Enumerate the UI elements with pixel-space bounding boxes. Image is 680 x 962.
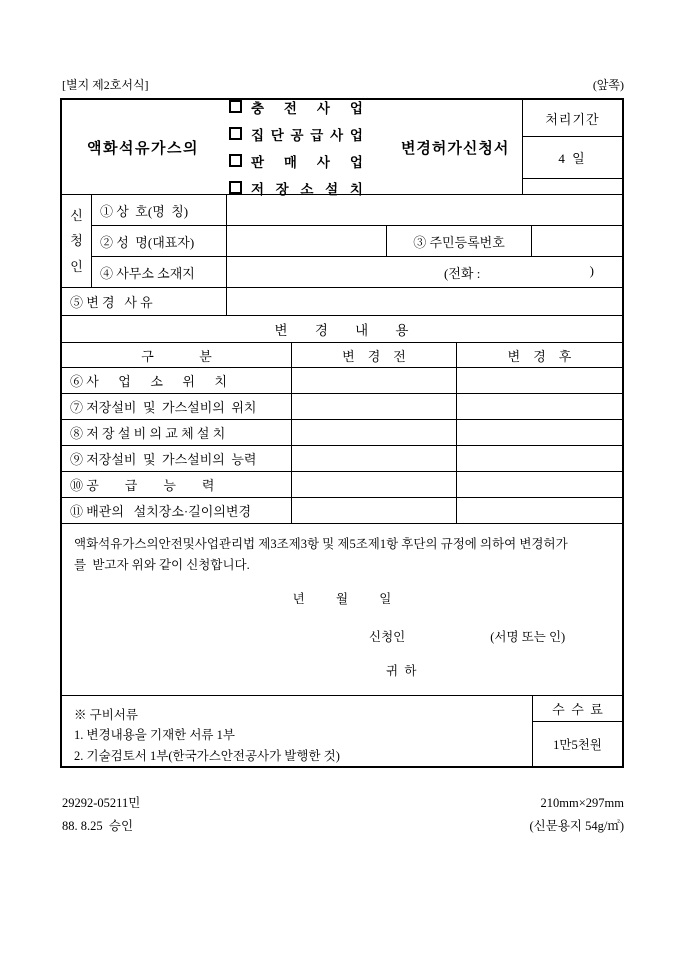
sales-business-label: 판 매 사 업 [250, 154, 363, 170]
footer-right [530, 792, 624, 837]
representative-row [92, 225, 622, 256]
change-row-business-location [62, 368, 622, 394]
change-row-facility-location [62, 394, 622, 420]
applicant-section-label-cell [62, 195, 92, 287]
lpg-change-permit-form [60, 98, 624, 768]
form-title-prefix: 액화석유가스의 [87, 140, 199, 157]
before-field[interactable] [292, 498, 457, 523]
trade-name-label: ① 상 호(명 칭) [92, 195, 227, 225]
declaration-line-1: 액화석유가스의안전및사업관리법 제3조제3항 및 제5조제1항 후단의 규정에 의하여 변경허가 [74, 537, 568, 551]
approval-date: 88. 8.25 승인 [62, 818, 134, 833]
change-reason-label: ⑤ 변 경 사 유 [62, 288, 227, 315]
checkbox-item-sales[interactable] [229, 151, 363, 171]
change-reason-row [62, 288, 622, 316]
form-code: 29292-05211민 [62, 796, 141, 810]
column-header-category: 구 분 [62, 343, 292, 367]
column-header-after: 변 경 후 [507, 348, 572, 364]
signature-note: (서명 또는 인) [490, 630, 566, 645]
document-item: 1. 변경내용을 기재한 서류 1부 [74, 728, 235, 743]
declaration-line-2: 를 받고자 위와 같이 신청합니다. [74, 557, 250, 572]
change-details-header-row [62, 343, 622, 368]
charging-business-checkbox-icon[interactable] [229, 100, 242, 113]
paper-size: 210mm×297mm [540, 796, 624, 810]
category-label: ⑦ 저장설비 및 가스설비의 위치 [62, 394, 292, 419]
processing-period-label: 처리기간 [523, 100, 622, 137]
footer-left [62, 792, 140, 837]
paper-spec: (신문용지 54g/㎡) [529, 818, 624, 833]
storage-install-label: 저 장 소 설 치 [250, 181, 363, 197]
storage-install-checkbox-icon[interactable] [229, 181, 242, 194]
phone-area [444, 263, 594, 282]
fee-box [533, 696, 622, 766]
processing-period-value: 4 일 [523, 137, 622, 179]
declaration-section [62, 524, 622, 696]
before-field[interactable] [292, 394, 457, 419]
processing-period-box [522, 100, 622, 194]
before-field[interactable] [292, 446, 457, 471]
resident-number-field[interactable] [532, 226, 622, 256]
after-field[interactable] [457, 446, 622, 471]
office-address-field[interactable] [227, 257, 622, 287]
front-side-note: (앞쪽) [592, 78, 624, 92]
processing-period-spacer [523, 179, 622, 194]
category-label: ⑨ 저장설비 및 가스설비의 능력 [62, 446, 292, 471]
checkbox-item-collective-supply[interactable] [229, 124, 363, 144]
phone-prefix-label: (전화 : [444, 265, 481, 281]
before-field[interactable] [292, 368, 457, 393]
representative-name-field[interactable] [227, 226, 387, 256]
page-footer [62, 792, 624, 837]
business-type-checkbox-group [229, 97, 363, 198]
applicant-rows [92, 195, 622, 287]
change-row-facility-replacement [62, 420, 622, 446]
charging-business-label: 충 전 사 업 [250, 100, 363, 116]
trade-name-row [92, 195, 622, 225]
applicant-section-label: 신청인 [70, 207, 83, 274]
category-label: ⑪ 배관의 설치장소·길이의변경 [62, 498, 292, 523]
required-documents-title: ※ 구비서류 [74, 708, 138, 722]
annex-note: [별지 제2호서식] [62, 78, 149, 92]
column-header-before: 변 경 전 [292, 343, 457, 367]
office-address-row [92, 256, 622, 287]
resident-number-label: ③ 주민등록번호 [387, 226, 532, 256]
applicant-signature-label: 신청인 [369, 630, 406, 645]
change-row-supply-capacity [62, 472, 622, 498]
category-label: ⑥ 사 업 소 위 치 [62, 368, 292, 393]
before-field[interactable] [292, 420, 457, 445]
category-label: ⑧ 저 장 설 비 의 교 체 설 치 [62, 420, 292, 445]
after-field[interactable] [457, 368, 622, 393]
date-line: 년 월 일 [292, 592, 392, 607]
form-title-suffix: 변경허가신청서 [400, 140, 510, 157]
collective-supply-checkbox-icon[interactable] [229, 127, 242, 140]
phone-field[interactable] [480, 263, 589, 282]
after-field[interactable] [457, 472, 622, 497]
change-row-facility-capacity [62, 446, 622, 472]
fee-label: 수 수 료 [533, 696, 622, 722]
change-row-piping [62, 498, 622, 524]
office-address-label: ④ 사무소 소재지 [92, 257, 227, 287]
after-field[interactable] [457, 420, 622, 445]
phone-suffix-label: ) [589, 262, 594, 278]
change-details-rows [62, 368, 622, 524]
category-label: ⑩ 공 급 능 력 [62, 472, 292, 497]
applicant-section [62, 195, 622, 288]
top-notes [62, 76, 624, 93]
title-left [62, 100, 522, 197]
collective-supply-label: 집 단 공 급 사 업 [250, 127, 363, 143]
checkbox-item-charging[interactable] [229, 97, 363, 117]
after-field[interactable] [457, 394, 622, 419]
signature-line [74, 627, 610, 645]
fee-value: 1만5천원 [553, 738, 602, 752]
sales-business-checkbox-icon[interactable] [229, 154, 242, 167]
attachments-section [62, 696, 622, 766]
required-documents-cell [62, 696, 533, 766]
after-field[interactable] [457, 498, 622, 523]
document-item: 2. 기술검토서 1부(한국가스안전공사가 발행한 것) [74, 748, 340, 763]
title-section [62, 100, 622, 195]
recipient-label: 귀 하 [386, 664, 417, 679]
change-details-title: 변 경 내 용 [62, 316, 622, 343]
before-field[interactable] [292, 472, 457, 497]
representative-name-label: ② 성 명(대표자) [92, 226, 227, 256]
trade-name-field[interactable] [227, 195, 622, 225]
change-reason-field[interactable] [227, 288, 622, 315]
